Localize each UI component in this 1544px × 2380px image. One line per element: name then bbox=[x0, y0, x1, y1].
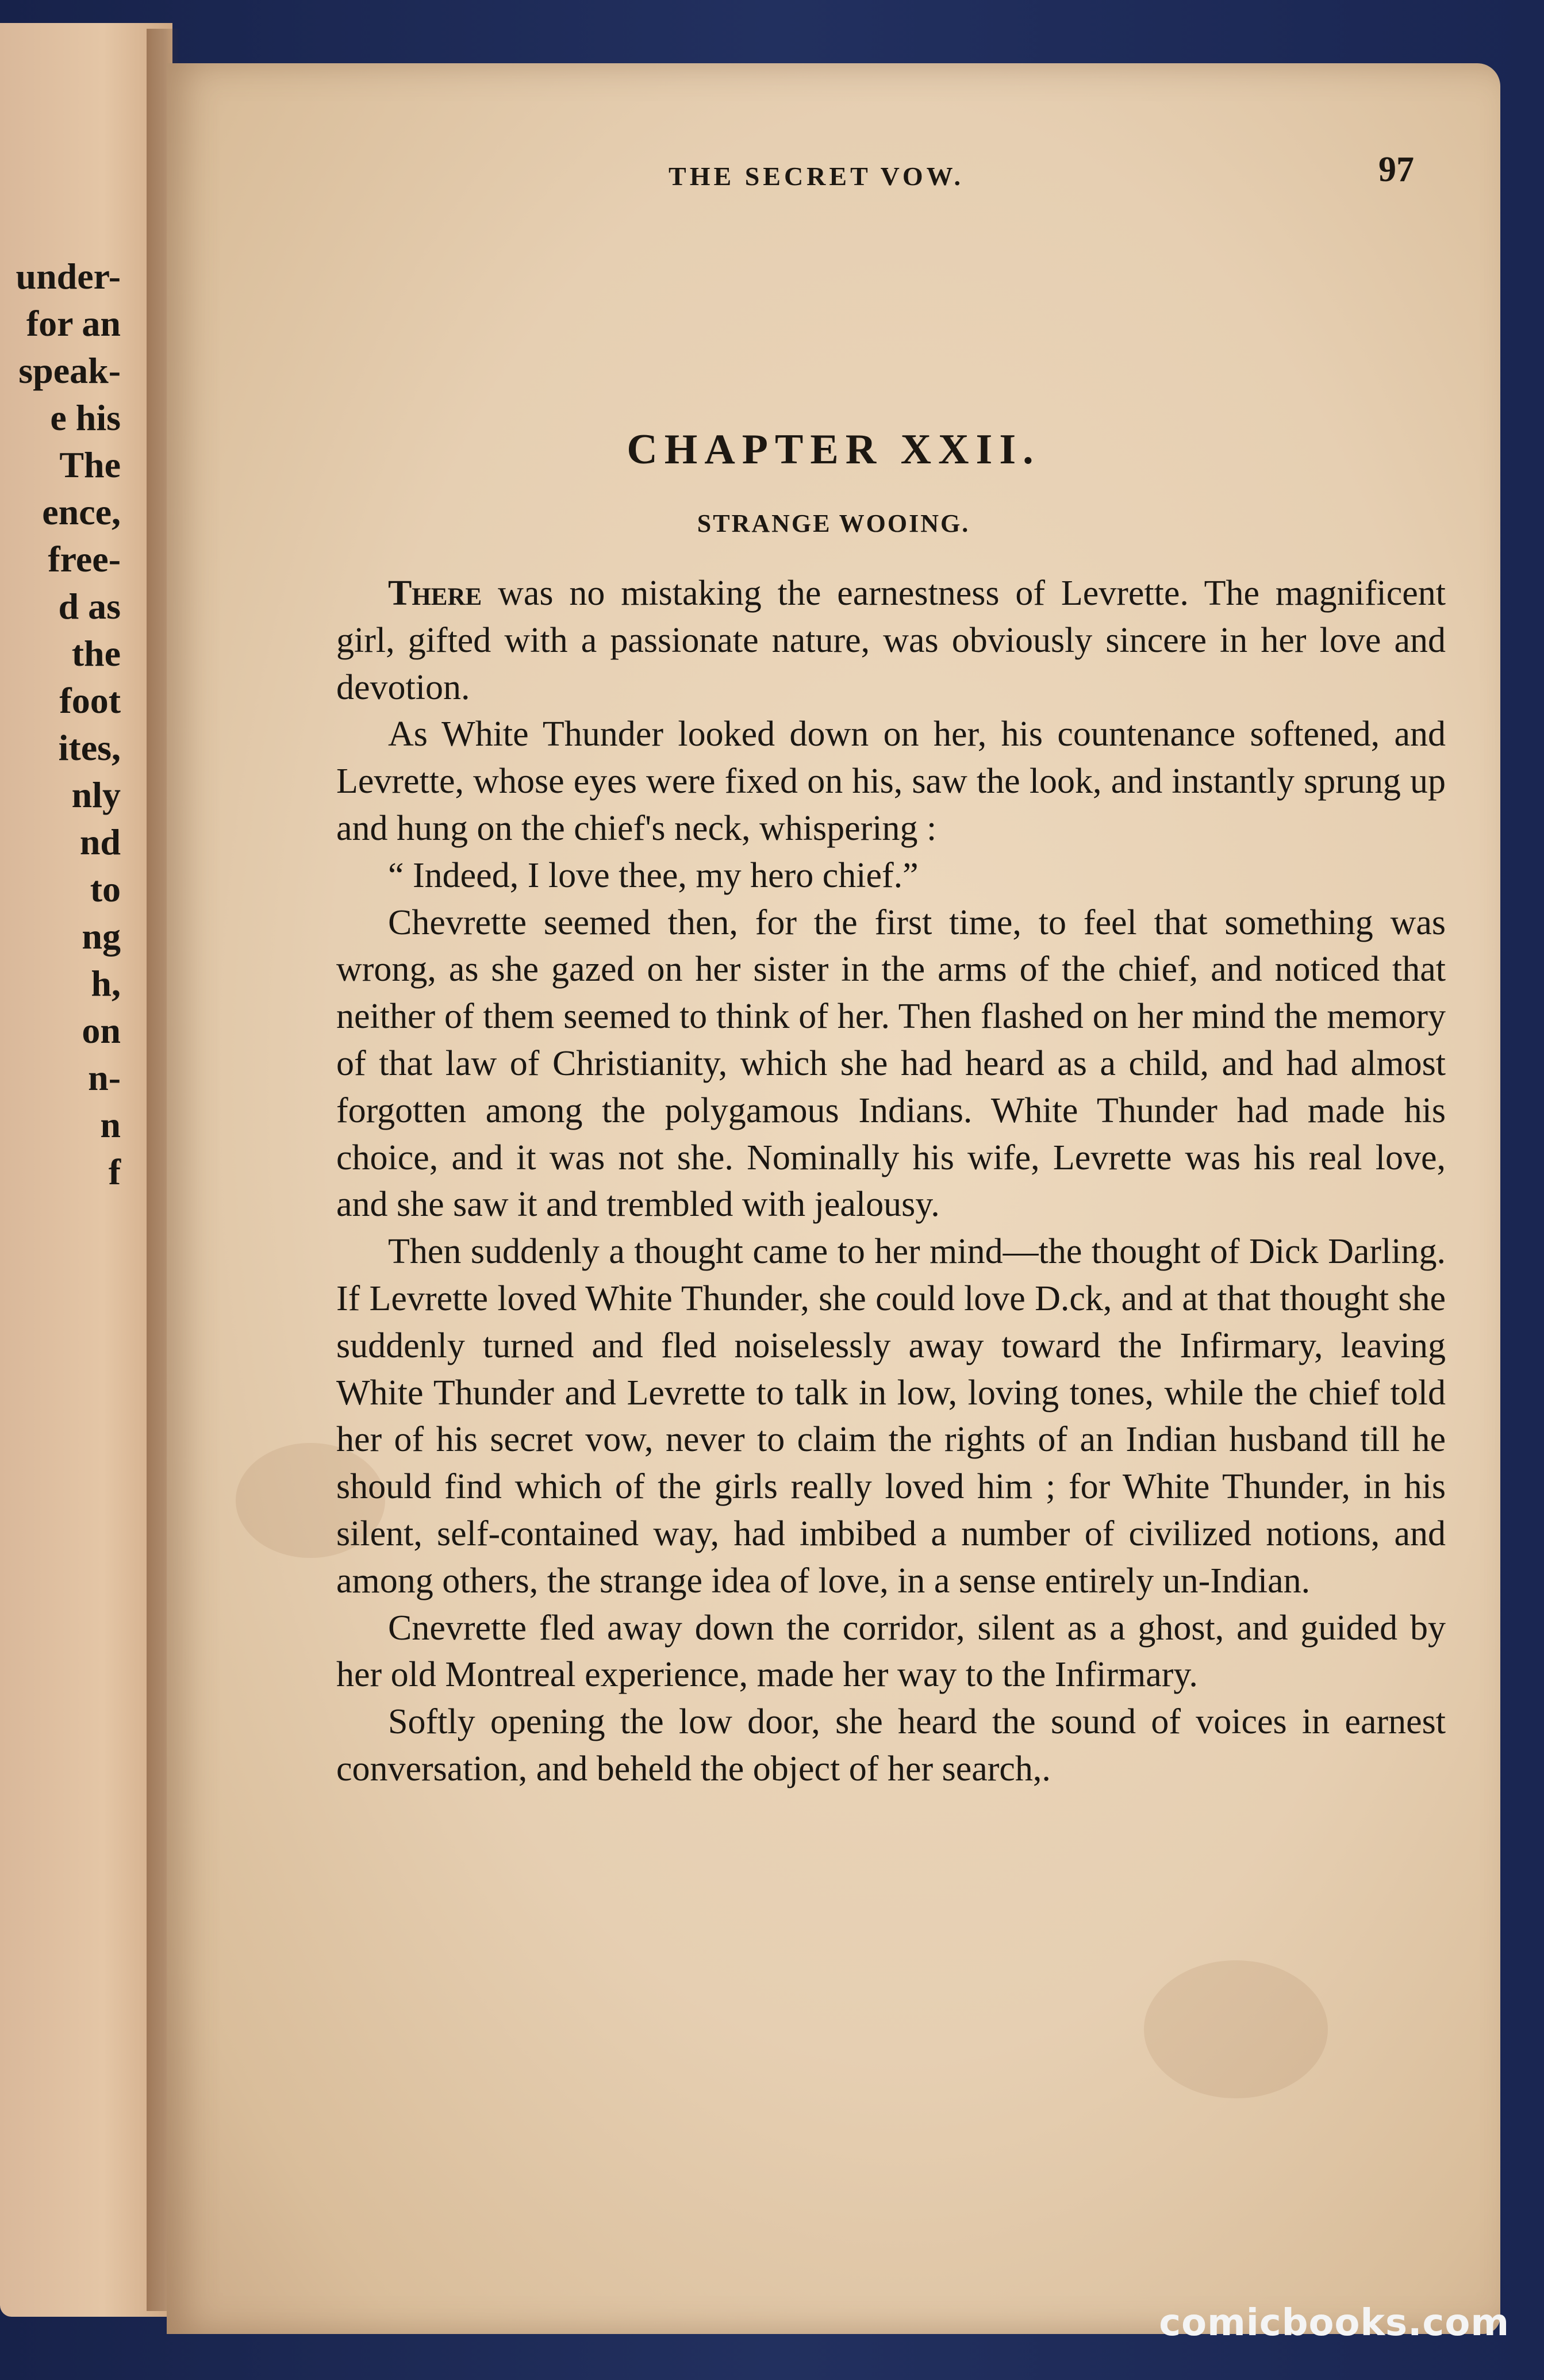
left-fragment: ites, bbox=[58, 727, 121, 768]
left-fragment: free- bbox=[48, 539, 121, 579]
paragraph: Then suddenly a thought came to her mind—the thought of Dick Darling. If Levrette loved White Thunder, she could love D.ck, and at that thought she suddenly turned and fled noiselessly away toward the Infirmary, leaving White Thunder and Levrette to talk in low, loving tones, while the chief told her of his secret vow, never to claim the rights of an Indian husband till he should find which of the girls really loved him ; for White Thunder, in his silent, self-contained way, had imbibed a number of civilized notions, and among others, the strange idea of love, in a sense entirely un-Indian. bbox=[336, 1232, 1446, 1600]
left-fragment: d as bbox=[58, 586, 121, 627]
paragraph: Cnevrette fled away down the corridor, silent as a ghost, and guided by her old Montreal experience, made her way to the Infirmary. bbox=[336, 1608, 1446, 1695]
left-fragment: foot bbox=[59, 680, 121, 721]
left-fragment: the bbox=[71, 633, 121, 674]
left-fragment: e his bbox=[50, 397, 121, 438]
site-watermark: comicbooks.com bbox=[1159, 2302, 1510, 2344]
chapter-body-text bbox=[336, 570, 1446, 1793]
chapter-title: CHAPTER XXII. bbox=[627, 426, 1040, 473]
left-fragment: on bbox=[82, 1010, 121, 1051]
left-fragment: to bbox=[90, 869, 121, 909]
paragraph-lead-word: There bbox=[388, 574, 482, 613]
page-number: 97 bbox=[1378, 150, 1414, 189]
paragraph: Softly opening the low door, she heard the sound of voices in earnest conversation, and beheld the object of her search,. bbox=[336, 1702, 1446, 1788]
paragraph: As White Thunder looked down on her, his countenance softened, and Levrette, whose eyes were fixed on his, saw the look, and instantly sprung up and hung on the chief's neck, whispering : bbox=[336, 715, 1446, 848]
left-fragment: The bbox=[59, 444, 121, 485]
left-fragment: n- bbox=[88, 1057, 121, 1098]
left-fragment: nd bbox=[79, 822, 121, 862]
paragraph bbox=[336, 570, 1446, 711]
running-head: THE SECRET VOW. bbox=[669, 162, 964, 191]
left-fragment: ng bbox=[82, 916, 121, 957]
left-fragment: under- bbox=[16, 256, 121, 297]
left-fragment: f bbox=[108, 1151, 121, 1192]
left-fragment: for an bbox=[26, 303, 121, 344]
chapter-subtitle: STRANGE WOOING. bbox=[697, 509, 970, 538]
paragraph: “ Indeed, I love thee, my hero chief.” bbox=[388, 855, 919, 895]
left-fragment: speak- bbox=[18, 350, 121, 391]
left-fragment: ence, bbox=[42, 492, 121, 532]
paper-stain bbox=[1144, 1960, 1328, 2098]
left-fragment: h, bbox=[91, 963, 121, 1004]
paragraph: Chevrette seemed then, for the first time, to feel that something was wrong, as she gazed on her sister in the arms of the chief, and noticed that neither of them seemed to think of her. Then flashed on her mind the memory of that law of Christianity, which she had heard as a child, and had almost forgotten among the polygamous Indians. White Thunder had made his choice, and it was not she. Nominally his wife, Levrette was his real love, and she saw it and trembled with jealousy. bbox=[336, 903, 1446, 1224]
left-fragment: nly bbox=[71, 774, 121, 815]
paragraph-text: was no mistaking the earnestness of Levrette. The magnificent girl, gifted with a passionate nature, was obviously sincere in her love and devotion. bbox=[336, 574, 1446, 707]
left-fragment: n bbox=[100, 1104, 121, 1145]
